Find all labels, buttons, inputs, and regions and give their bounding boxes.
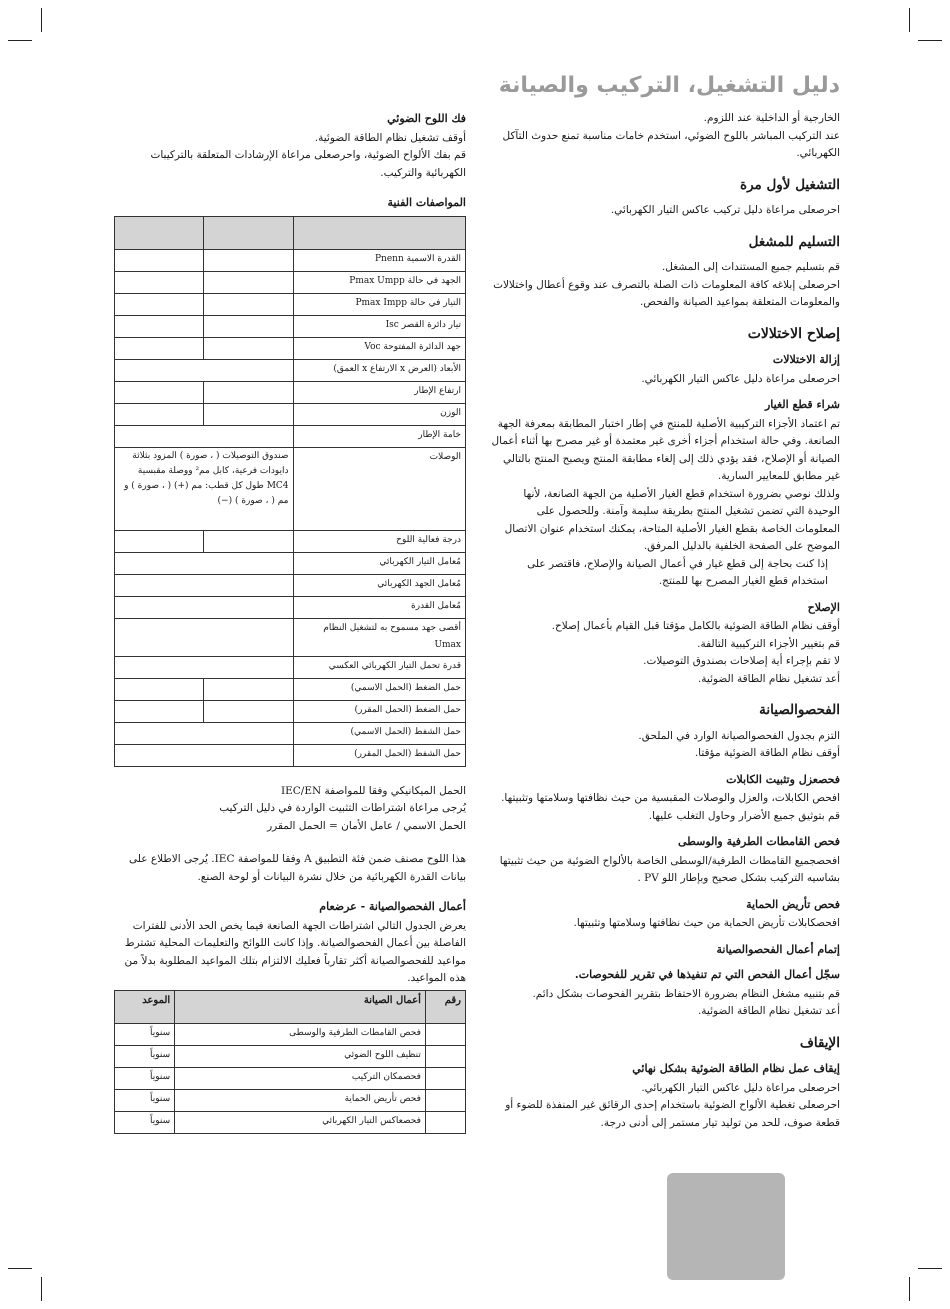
subsection-heading: فحص تأريض الحماية [746, 897, 840, 911]
table-row [115, 1111, 466, 1133]
table-cell [425, 1111, 465, 1133]
table-row [115, 1045, 466, 1067]
header-cell [293, 216, 465, 249]
subsection-heading: فحصعزل وتثبيت الكابلات [726, 772, 840, 786]
spec-label: مُعامل الجهد الكهربائي [293, 574, 465, 596]
spec-label: جهد الدائرة المفتوحة Voc [293, 337, 465, 359]
subsection-heading: إيقاف عمل نظام الطاقة الضوئية بشكل نهائي [632, 1062, 840, 1075]
column-header: أعمال الصيانة [175, 990, 426, 1023]
spec-value [204, 337, 293, 359]
spec-label: التيار في حالة Pmax Impp [293, 293, 465, 315]
paragraph: قم بتوثيق جميع الأضرار وحاول التغلب عليها. [648, 809, 840, 822]
subsection-heading: الإصلاح [807, 600, 840, 614]
spec-value [115, 315, 204, 337]
spec-value [115, 337, 204, 359]
table-cell: سنوياً [115, 1089, 175, 1111]
table-row [115, 337, 466, 359]
spec-label: الوصلات [293, 447, 465, 530]
table-row [115, 656, 466, 678]
crop-mark [41, 8, 42, 32]
paragraph: ولذلك نوصي بضرورة استخدام قطع الغيار الأصلية من الجهة الصانعة، لأنها الوحيدة التي تضمن تشغيل المنتج بطريقة سليمة وآمنة. وللحصول على المعلومات الخاصة بقطع الغيار الأصلية المتاحة، يمكنك استخدام عنوان الاتصال الموضح على الصفحة الخلفية بالدليل المرفق. [504, 487, 840, 552]
table-row [115, 552, 466, 574]
table-row [115, 315, 466, 337]
spec-value [204, 249, 293, 271]
paragraph: افحص الكابلات، والعزل والوصلات المقبسية من حيث نظافتها وسلامتها وتثبيتها. [501, 792, 840, 804]
table-row [115, 1067, 466, 1089]
spec-label: مُعامل التيار الكهربائي [293, 552, 465, 574]
subsection-heading: أعمال الفحصوالصيانة - عرضعام [319, 900, 466, 913]
spec-value [204, 315, 293, 337]
left-column [114, 110, 466, 1134]
spec-label: حمل الضغط (الحمل المقرر) [293, 700, 465, 722]
table-cell: تنظيف اللوح الضوئي [175, 1045, 426, 1067]
table-cell: فحصمكان التركيب [175, 1067, 426, 1089]
paragraph: احرصعلى مراعاة دليل عاكس التيار الكهربائي. [641, 372, 840, 385]
spec-value [115, 403, 204, 425]
paragraph: الخارجية أو الداخلية عند اللزوم. [703, 112, 840, 124]
spec-value [115, 530, 204, 552]
table-cell: سنوياً [115, 1111, 175, 1133]
paragraph: إذا كنت بحاجة إلى قطع غيار في أعمال الصيانة والإصلاح، فاقتصر على استخدام قطع الغيار المصرح بها للمنتج. [527, 557, 828, 587]
table-row [115, 403, 466, 425]
table-row [115, 271, 466, 293]
column-header: رقم [425, 990, 465, 1023]
paragraph: احرصعلى مراعاة دليل تركيب عاكس التيار الكهربائي. [610, 204, 840, 216]
table-row [115, 618, 466, 656]
spec-value [115, 574, 294, 596]
table-cell [425, 1067, 465, 1089]
spec-label: الأبعاد (العرض x الارتفاع x العمق) [293, 359, 465, 381]
page-number-box [667, 1173, 785, 1280]
paragraph: هذا اللوح مصنف ضمن فئة التطبيق A وفقا للمواصفة IEC. يُرجى الاطلاع على بيانات القدرة الكهربائية من خلال نشرة البيانات أو لوحة الصنع. [129, 853, 466, 883]
document-title: دليل التشغيل، التركيب والصيانة [498, 73, 840, 98]
paragraph: قم بتغيير الأجزاء التركيبية التالفة. [697, 637, 840, 650]
spec-value [115, 425, 294, 447]
paragraph: الحمل الميكانيكي وفقا للمواصفة IEC/EN [280, 784, 466, 797]
table-cell: سنوياً [115, 1067, 175, 1089]
spec-value [115, 722, 294, 744]
spec-value [115, 552, 294, 574]
paragraph: عند التركيب المباشر باللوح الضوئي، استخدم خامات مناسبة تمنع حدوث التآكل الكهربائي. [502, 129, 840, 159]
table-header-row [115, 216, 466, 249]
crop-mark [8, 40, 32, 41]
crop-mark [8, 1268, 32, 1269]
spec-value [115, 700, 204, 722]
specs-table [114, 216, 466, 767]
section-heading: التشغيل لأول مرة [740, 176, 840, 193]
right-column [490, 110, 840, 1132]
spec-value [115, 656, 294, 678]
table-row [115, 293, 466, 315]
table-row [115, 381, 466, 403]
paragraph: قم بتنبيه مشغل النظام بضرورة الاحتفاظ بتقرير الفحوصات بشكل دائم. [532, 987, 840, 1000]
paragraph: احرصعلى إبلاغه كافة المعلومات ذات الصلة بالتصرف عند وقوع أعطال واختلالات والمعلومات المتعلقة بمواعيد الصيانة والفحص. [493, 278, 840, 308]
crop-mark [918, 40, 942, 41]
spec-value [204, 678, 293, 700]
section-heading: الفحصوالصيانة [759, 702, 840, 718]
spec-value [115, 249, 204, 271]
spec-value [115, 359, 294, 381]
spec-label: الجهد في حالة Pmax Umpp [293, 271, 465, 293]
spec-value [115, 678, 204, 700]
spec-value [204, 293, 293, 315]
table-row [115, 596, 466, 618]
table-row [115, 574, 466, 596]
spec-label: درجة فعالية اللوح [293, 530, 465, 552]
table-row [115, 359, 466, 381]
crop-mark [918, 1268, 942, 1269]
paragraph: افحصكابلات تأريض الحماية من حيث نظافتها وسلامتها وتثبيتها. [573, 917, 840, 929]
table-row [115, 1089, 466, 1111]
section-heading: الإيقاف [799, 1034, 840, 1051]
spec-value [115, 596, 294, 618]
table-cell [425, 1089, 465, 1111]
paragraph: لا تقم بإجراء أية إصلاحات بصندوق التوصيلات. [643, 655, 840, 667]
paragraph: يعرض الجدول التالي اشتراطات الجهة الصانعة فيما يخص الحد الأدنى للفترات الفاصلة بين أعمال الفحصوالصيانة. وإذا كانت اللوائح والتعليمات المحلية تشترط مواعيد للفحصوالصيانة أكثر تقارباً فعليك الالتزام بتلك المواعيد المطلوبة بدلاً من هذه المواعيد. [124, 919, 466, 984]
table-cell [425, 1023, 465, 1045]
table-row [115, 700, 466, 722]
spec-value [115, 744, 294, 766]
subsection-heading: إزالة الاختلالات [772, 353, 840, 366]
paragraph: احرصعلى تغطية الألواح الضوئية باستخدام إحدى الرقائق غير المنفذة للضوء أو قطعة صوف، للحد من توليد تيار مستمر إلى أدنى درجة. [505, 1099, 840, 1129]
spec-value [204, 403, 293, 425]
crop-mark [909, 1277, 910, 1301]
spec-label: خامة الإطار [293, 425, 465, 447]
spec-label: حمل الشفط (الحمل الاسمي) [293, 722, 465, 744]
subsection-heading: المواصفات الفنية [387, 196, 466, 209]
table-row [115, 678, 466, 700]
paragraph: أوقف تشغيل نظام الطاقة الضوئية. [314, 131, 466, 144]
spec-value [115, 271, 204, 293]
paragraph: افحصجميع القامطات الطرفية/الوسطى الخاصة بالألواح الضوئية من حيث تثبيتها بشاسيه التركيب بشكل صحيح وبإطار اللو PV . [499, 854, 840, 884]
table-row [115, 1023, 466, 1045]
table-row [115, 744, 466, 766]
paragraph: أعد تشغيل نظام الطاقة الضوئية. [697, 1005, 840, 1017]
paragraph: تم اعتماد الأجزاء التركيبية الأصلية للمنتج في إطار اختبار المطابقة بمعرفة الجهة الصانعة. وفي حالة استخدام أجزاء أخرى غير معتمدة أو غير مصرح بها أثناء أعمال الصيانة أو الإصلاح، فقد يؤدي ذلك إلى إلغاء مطابقة المنتج ويصبح المنتج بالتالي غير مطابق للمعايير السارية. [491, 417, 840, 482]
crop-mark [41, 1277, 42, 1301]
spec-label: حمل الشفط (الحمل المقرر) [293, 744, 465, 766]
paragraph: أوقف نظام الطاقة الضوئية مؤقتا. [694, 747, 840, 759]
header-cell [204, 216, 293, 249]
subsection-heading: سجّل أعمال الفحص التي تم تنفيذها في تقرير للفحوصات. [574, 968, 840, 981]
paragraph: الحمل الاسمي / عامل الأمان = الحمل المقرر [267, 819, 466, 832]
spec-label: قدرة تحمل التيار الكهربائي العكسي [293, 656, 465, 678]
table-row [115, 722, 466, 744]
table-row [115, 530, 466, 552]
table-row [115, 425, 466, 447]
paragraph: يُرجى مراعاة اشتراطات التثبيت الواردة في دليل التركيب [219, 802, 466, 814]
table-cell: فحص القامطات الطرفية والوسطى [175, 1023, 426, 1045]
spec-value [204, 271, 293, 293]
table-row [115, 447, 466, 530]
spec-value [115, 381, 204, 403]
paragraph: قم بتسليم جميع المستندات إلى المشغل. [661, 261, 840, 273]
table-cell: فحصعاكس التيار الكهربائي [175, 1111, 426, 1133]
table-cell [425, 1045, 465, 1067]
table-row [115, 249, 466, 271]
table-cell: سنوياً [115, 1045, 175, 1067]
paragraph: قم بفك الألواح الضوئية، واحرصعلى مراعاة الإرشادات المتعلقة بالتركيبات الكهربائية والتركيب. [150, 149, 466, 179]
subsection-heading: شراء قطع الغيار [764, 398, 840, 411]
spec-label: تيار دائرة القصر Isc [293, 315, 465, 337]
header-cell [115, 216, 204, 249]
spec-value [115, 293, 204, 315]
section-heading: التسليم للمشغل [748, 233, 840, 250]
paragraph: احرصعلى مراعاة دليل عاكس التيار الكهربائي. [641, 1081, 840, 1094]
spec-value [204, 381, 293, 403]
paragraph: أعد تشغيل نظام الطاقة الضوئية. [697, 672, 840, 685]
spec-value [204, 700, 293, 722]
spec-value [204, 530, 293, 552]
spec-label: القدرة الاسمية Pnenn [293, 249, 465, 271]
spec-label: ارتفاع الإطار [293, 381, 465, 403]
spec-label: مُعامل القدرة [293, 596, 465, 618]
table-cell: فحص تأريض الحماية [175, 1089, 426, 1111]
subsection-heading: إتمام أعمال الفحصوالصيانة [716, 942, 840, 956]
subsection-heading: فحص القامطات الطرفية والوسطى [677, 835, 840, 848]
spec-label: حمل الضغط (الحمل الاسمي) [293, 678, 465, 700]
table-cell: سنوياً [115, 1023, 175, 1045]
spec-label: الوزن [293, 403, 465, 425]
paragraph: التزم بجدول الفحصوالصيانة الوارد في الملحق. [638, 729, 840, 742]
subsection-heading: فك اللوح الضوئي [387, 112, 466, 125]
spec-value: صندوق التوصيلات ( ، صورة ) المزود بثلاثة دايودات فرعية، كابل مم² ووصلة مقبسية MC4 طول كل قطب: مم (+) ( ، صورة ) و مم ( ، صورة ) (−) [115, 447, 294, 530]
section-heading: إصلاح الاختلالات [747, 325, 840, 342]
maintenance-table [114, 990, 466, 1134]
paragraph: أوقف نظام الطاقة الضوئية بالكامل مؤقتا قبل القيام بأعمال إصلاح. [551, 620, 840, 632]
spec-value [115, 618, 294, 656]
crop-mark [909, 8, 910, 32]
column-header: الموعد [115, 990, 175, 1023]
spec-label: أقصى جهد مسموح به لتشغيل النظام Umax [293, 618, 465, 656]
